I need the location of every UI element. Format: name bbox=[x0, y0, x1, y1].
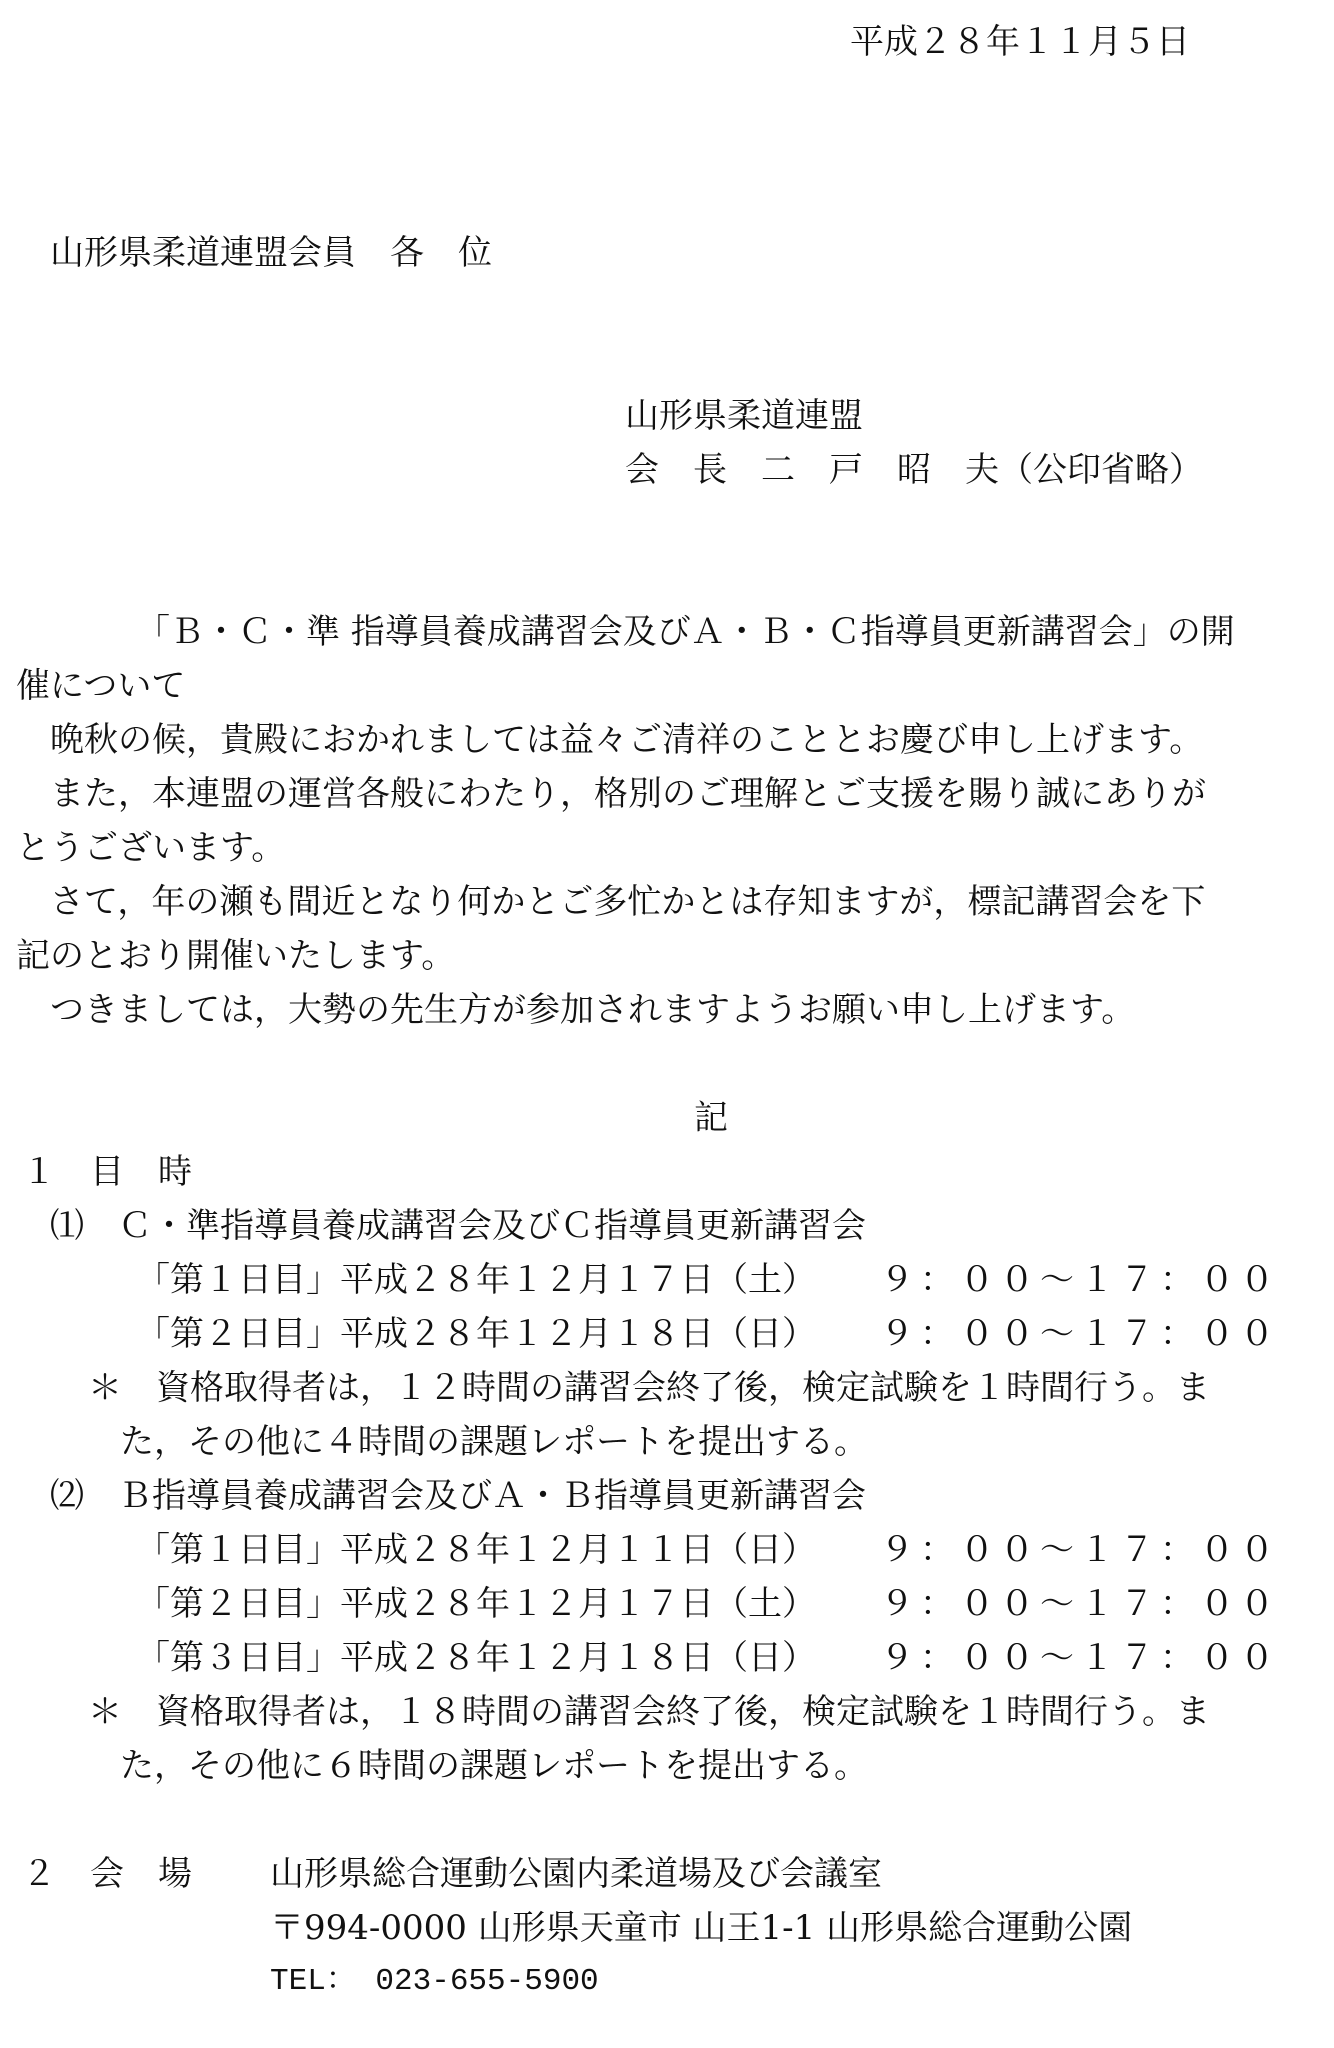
ki-heading: 記 bbox=[694, 1098, 728, 1138]
sender-org: 山形県柔道連盟 bbox=[625, 396, 863, 436]
note-line-2: た，その他に６時間の課題レポートを提出する。 bbox=[120, 1746, 868, 1786]
paragraph-2-line-2: とうございます。 bbox=[16, 828, 286, 868]
subject-line-1: 「Ｂ・Ｃ・準 指導員養成講習会及びＡ・Ｂ・Ｃ指導員更新講習会」の開 bbox=[136, 612, 1235, 652]
schedule-day-label: 「第３日目」平成２８年１２月１８日（日） bbox=[136, 1638, 816, 1678]
venue-tel: TEL： 023-655-5900 bbox=[270, 1964, 599, 1999]
note-line-2: た，その他に４時間の課題レポートを提出する。 bbox=[120, 1422, 868, 1462]
venue-name: 山形県総合運動公園内柔道場及び会議室 bbox=[270, 1854, 882, 1894]
subject-line-2: 催について bbox=[16, 666, 186, 706]
paragraph-1: 晩秋の候，貴殿におかれましては益々ご清祥のこととお慶び申し上げます。 bbox=[50, 720, 1204, 760]
schedule-day-label: 「第１日目」平成２８年１２月１１日（日） bbox=[136, 1530, 816, 1570]
schedule-time: ９：００～１７：００ bbox=[880, 1638, 1280, 1678]
schedule-time: ９：００～１７：００ bbox=[880, 1260, 1280, 1300]
schedule-time: ９：００～１７：００ bbox=[880, 1584, 1280, 1624]
section-1-heading: １ 目 時 bbox=[22, 1152, 192, 1192]
schedule-time: ９：００～１７：００ bbox=[880, 1314, 1280, 1354]
schedule-day-label: 「第２日目」平成２８年１２月１８日（日） bbox=[136, 1314, 816, 1354]
paragraph-3-line-2: 記のとおり開催いたします。 bbox=[16, 936, 456, 976]
note-line-1: ＊ 資格取得者は，１２時間の講習会終了後，検定試験を１時間行う。ま bbox=[88, 1368, 1210, 1408]
paragraph-4: つきましては，大勢の先生方が参加されますようお願い申し上げます。 bbox=[50, 990, 1136, 1030]
schedule-day-label: 「第２日目」平成２８年１２月１７日（土） bbox=[136, 1584, 816, 1624]
paragraph-2-line-1: また，本連盟の運営各般にわたり，格別のご理解とご支援を賜り誠にありが bbox=[50, 774, 1206, 814]
schedule-day-label: 「第１日目」平成２８年１２月１７日（土） bbox=[136, 1260, 816, 1300]
section-2-heading: ２ 会 場 bbox=[22, 1854, 192, 1894]
paragraph-3-line-1: さて，年の瀬も間近となり何かとご多忙かとは存知ますが，標記講習会を下 bbox=[50, 882, 1206, 922]
note-line-1: ＊ 資格取得者は，１８時間の講習会終了後，検定試験を１時間行う。ま bbox=[88, 1692, 1210, 1732]
addressee: 山形県柔道連盟会員 各 位 bbox=[50, 233, 492, 273]
sender-name: 会 長 二 戸 昭 夫（公印省略） bbox=[625, 450, 1203, 490]
subsection-1-title: ⑴ Ｃ・準指導員養成講習会及びＣ指導員更新講習会 bbox=[50, 1206, 866, 1246]
venue-address: 〒994-0000 山形県天童市 山王1-1 山形県総合運動公園 bbox=[270, 1908, 1133, 1948]
schedule-time: ９：００～１７：００ bbox=[880, 1530, 1280, 1570]
subsection-2-title: ⑵ Ｂ指導員養成講習会及びＡ・Ｂ指導員更新講習会 bbox=[50, 1476, 866, 1516]
letter-date: 平成２８年１１月５日 bbox=[850, 22, 1190, 62]
